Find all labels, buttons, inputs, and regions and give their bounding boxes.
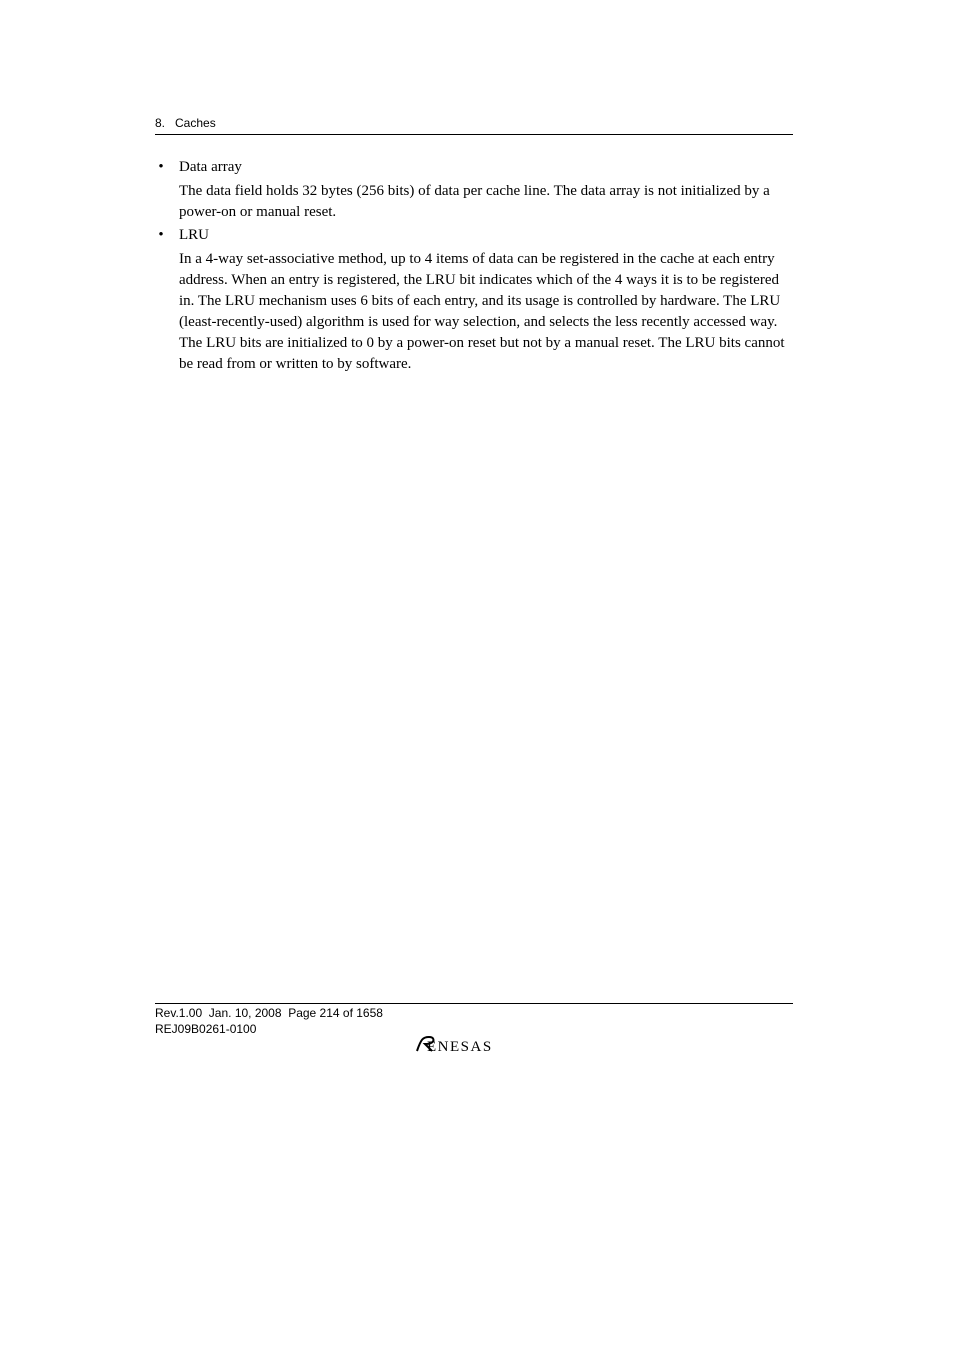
page-footer [155,1003,793,1037]
logo-text: ENESAS [427,1039,493,1055]
item-description: The data field holds 32 bytes (256 bits) of data per cache line. The data array is not initialized by a power-on or manual reset. [179,183,770,220]
item-title: LRU [179,227,209,243]
item-title: Data array [179,159,242,175]
document-number: REJ09B0261-0100 [155,1022,257,1036]
revision-info: Rev.1.00 Jan. 10, 2008 Page 214 of 1658 [155,1006,383,1020]
list-item-lru [155,225,795,375]
bullet-icon: • [158,227,164,243]
item-description: In a 4-way set-associative method, up to 4 items of data can be registered in the cache at each entry address. When an entry is registered, the LRU bit indicates which of the 4 ways it is to be registered in. The LRU mechanism uses 6 bits of each entry, and its usage is controlled by hardware. The LRU (least-recently-used) algorithm is used for way selection, and selects the less recently accessed way. The LRU bits are initialized to 0 by a power-on reset but not by a manual reset. The LRU bits cannot be read from or written to by software. [179,251,785,372]
list-item-data-array [155,157,795,223]
renesas-logo-icon [413,1033,533,1055]
main-content [155,157,795,377]
item-heading [155,157,795,178]
page-header [155,114,793,135]
item-heading [155,225,795,246]
bullet-icon: • [158,159,164,175]
section-title: 8. Caches [155,116,216,130]
